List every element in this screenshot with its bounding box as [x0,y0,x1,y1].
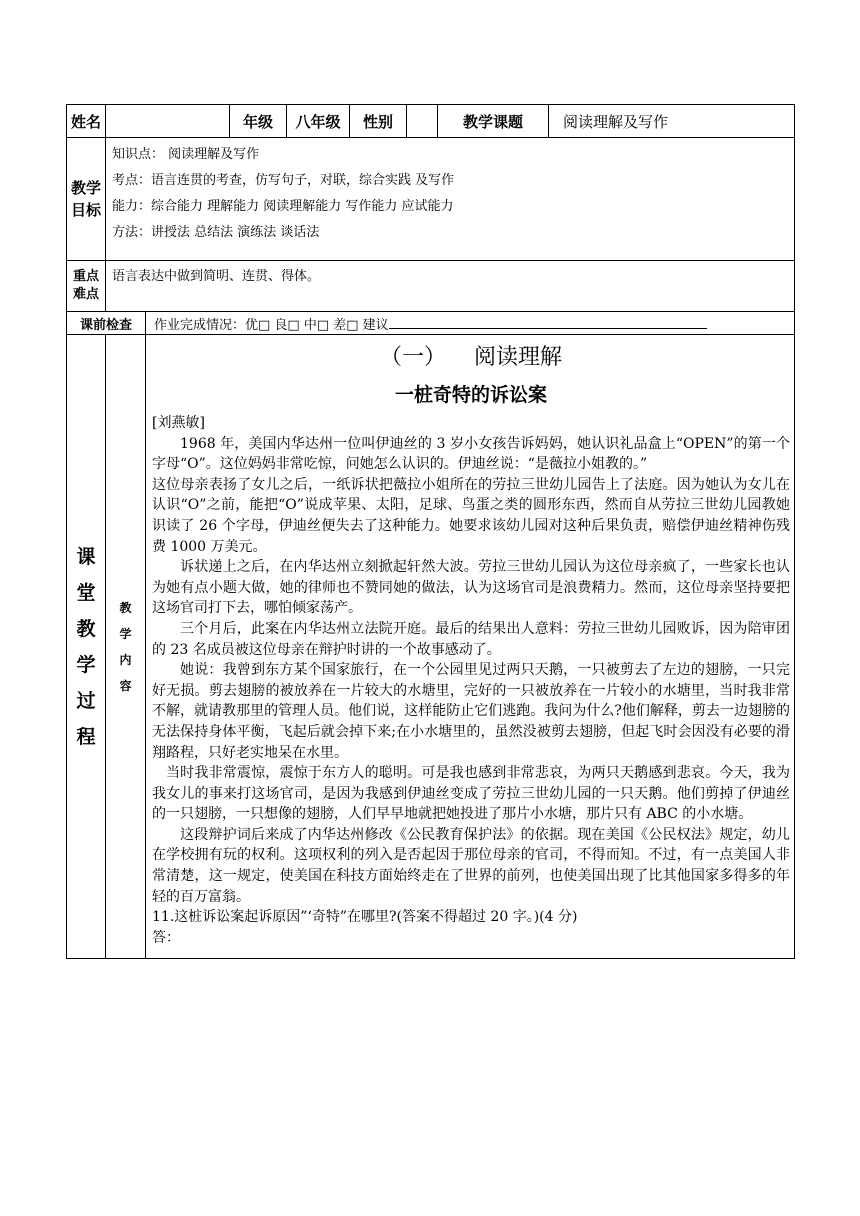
process-label [67,335,106,959]
answer-label: 答： [152,929,180,946]
goals-content [106,138,795,261]
topic-value: 阅读理解及写作 [549,105,795,138]
lesson-plan-table [66,104,795,959]
precheck-row [67,312,795,335]
header-row [67,105,795,138]
suggestion-blank [389,316,707,329]
focus-text: 语言表达中做到简明、连贯、得体。 [106,261,795,312]
story-paragraph: 这位母亲表扬了女儿之后，一纸诉状把薇拉小姐所在的劳拉三世幼儿园告上了法庭。因为她认为女儿在认识“O”之前，能把“O”说成苹果、太阳，足球、鸟蛋之类的圆形东西，然而自从劳拉三世幼儿园教她识读了 26 个字母，伊迪丝便失去了这种能力。她要求该幼儿园对这种后果负责，赔偿伊迪丝精神伤残费 1000 万美元。 [152,476,790,555]
content-label [106,335,146,959]
name-label: 姓名 [67,105,106,138]
topic-label: 教学课题 [438,105,549,138]
gender-value [407,105,438,138]
content-label-text: 教学内容 [119,600,132,693]
goal-line-methods: 方法：讲授法 总结法 演练法 谈话法 [112,225,320,240]
focus-row [67,261,795,312]
question-text: 11.这桩诉讼案起诉原因”‘奇特”在哪里?(答案不得超过 20 字。)(4 分) [152,909,578,926]
story-paragraph: 1968 年，美国内华达州一位叫伊迪丝的 3 岁小女孩告诉妈妈，她认识礼品盒上“OPEN”的第一个字母“O”。这位妈妈非常吃惊，问她怎么认识的。伊迪丝说：“是薇拉小姐教的。” [152,435,790,473]
goals-row [67,138,795,261]
section-title: 阅读理解 [474,345,563,370]
story-paragraph: 诉状递上之后，在内华达州立刻掀起轩然大波。劳拉三世幼儿园认为这位母亲疯了，一些家长也认为她有点小题大做，她的律师也不赞同她的做法，认为这场官司是浪费精力。然而，这位母亲坚持要把这场官司打下去，哪怕倾家荡产。 [152,559,790,617]
goal-line-exam-points: 考点：语言连贯的考查，仿写句子，对联，综合实践 及写作 [112,173,455,188]
goals-label: 教学目标 [67,138,106,261]
goal-line-knowledge: 知识点： 阅读理解及写作 [112,147,260,162]
gender-label: 性别 [350,105,407,138]
precheck-text: 作业完成情况：优□ 良□ 中□ 差□ 建议 [154,317,389,333]
focus-label: 重点难点 [67,261,106,312]
precheck-content [146,312,795,335]
grade-value: 八年级 [287,105,350,138]
grade-label: 年级 [230,105,287,138]
process-row [67,335,795,959]
story-author: [刘燕敏] [152,415,205,431]
lesson-content [146,335,795,959]
precheck-label: 课前检查 [67,312,146,335]
section-number: （一） [379,345,446,370]
story-paragraph: 当时我非常震惊，震惊于东方人的聪明。可是我也感到非常悲哀，为两只天鹅感到悲哀。今天，我为我女儿的事来打这场官司，是因为我感到伊迪丝变成了劳拉三世幼儿园的一只天鹅。他们剪掉了伊迪丝的一只翅膀，一只想像的翅膀，人们早早地就把她投进了那片小水塘，那片只有 ABC 的小水塘。 [152,765,790,823]
story-paragraph: 三个月后，此案在内华达州立法院开庭。最后的结果出人意料：劳拉三世幼儿园败诉，因为陪审团的 23 名成员被这位母亲在辩护时讲的一个故事感动了。 [152,620,790,658]
story-paragraph: 她说：我曾到东方某个国家旅行，在一个公园里见过两只天鹅，一只被剪去了左边的翅膀，一只完好无损。剪去翅膀的被放养在一片较大的水塘里，完好的一只被放养在一片较小的水塘里，当时我非常不解，就请教那里的管理人员。他们说，这样能防止它们逃跑。我问为什么?他们解释，剪去一边翅膀的无法保持身体平衡，飞起后就会掉下来;在小水塘里的，虽然没被剪去翅膀，但起飞时会因没有必要的滑翔路程，只好老实地呆在水里。 [152,662,790,761]
goal-line-abilities: 能力：综合能力 理解能力 阅读理解能力 写作能力 应试能力 [112,199,454,214]
story-title: 一桩奇特的诉讼案 [394,384,547,406]
story-paragraph: 这段辩护词后来成了内华达州修改《公民教育保护法》的依据。现在美国《公民权法》规定，幼儿在学校拥有玩的权利。这项权利的列入是否起因于那位母亲的官司，不得而知。不过，有一点美国人非常清楚，这一规定，使美国在科技方面始终走在了世界的前列，也使美国出现了比其他国家多得多的年轻的百万富翁。 [152,826,790,905]
section-heading [152,343,790,373]
name-value [106,105,230,138]
process-label-text: 课堂教学过程 [76,545,96,748]
